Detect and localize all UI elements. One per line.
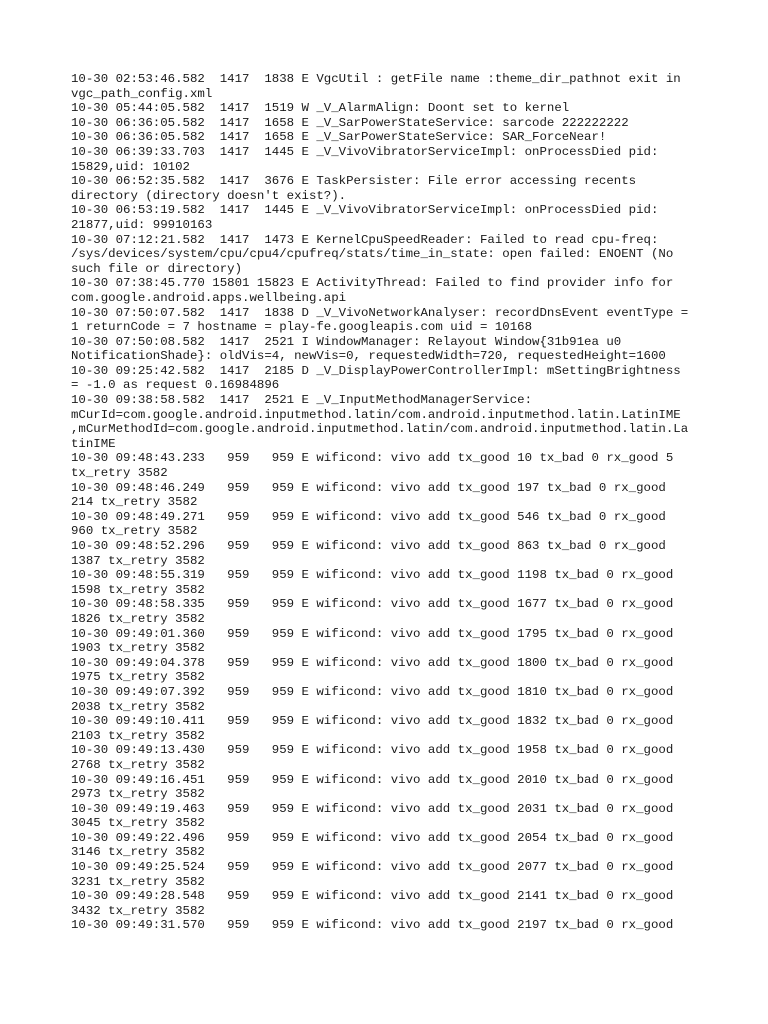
- log-line: 1387 tx_retry 3582: [71, 553, 205, 568]
- log-line: vgc_path_config.xml: [71, 86, 213, 101]
- log-line: 3146 tx_retry 3582: [71, 845, 205, 860]
- log-line: 10-30 06:36:05.582 1417 1658 E _V_SarPowerStateService: SAR_ForceNear!: [71, 130, 607, 145]
- log-line: 10-30 09:49:31.570 959 959 E wificond: vivo add tx_good 2197 tx_bad 0 rx_good: [71, 918, 674, 933]
- log-line: 2973 tx_retry 3582: [71, 787, 205, 802]
- log-line: tinIME: [71, 436, 116, 451]
- log-line: 10-30 09:48:58.335 959 959 E wificond: vivo add tx_good 1677 tx_bad 0 rx_good: [71, 597, 674, 612]
- log-line: 10-30 05:44:05.582 1417 1519 W _V_AlarmAlign: Doont set to kernel: [71, 101, 570, 116]
- log-line: 10-30 09:49:19.463 959 959 E wificond: vivo add tx_good 2031 tx_bad 0 rx_good: [71, 801, 674, 816]
- log-line: ,mCurMethodId=com.google.android.inputmethod.latin/com.android.inputmethod.latin.La: [71, 422, 689, 437]
- log-line: tx_retry 3582: [71, 466, 168, 481]
- log-line: 10-30 06:36:05.582 1417 1658 E _V_SarPowerStateService: sarcode 222222222: [71, 115, 629, 130]
- log-line: 10-30 09:48:55.319 959 959 E wificond: vivo add tx_good 1198 tx_bad 0 rx_good: [71, 568, 674, 583]
- log-line: 214 tx_retry 3582: [71, 495, 198, 510]
- log-line: 2768 tx_retry 3582: [71, 757, 205, 772]
- log-line: 10-30 09:48:49.271 959 959 E wificond: vivo add tx_good 546 tx_bad 0 rx_good: [71, 509, 666, 524]
- log-line: 1598 tx_retry 3582: [71, 582, 205, 597]
- log-line: 10-30 09:49:07.392 959 959 E wificond: vivo add tx_good 1810 tx_bad 0 rx_good: [71, 684, 674, 699]
- log-line: 10-30 07:12:21.582 1417 1473 E KernelCpuSpeedReader: Failed to read cpu-freq:: [71, 232, 659, 247]
- log-line: 10-30 09:38:58.582 1417 2521 E _V_InputMethodManagerService:: [71, 393, 533, 408]
- log-line: com.google.android.apps.wellbeing.api: [71, 290, 347, 305]
- log-line: 2038 tx_retry 3582: [71, 699, 205, 714]
- log-line: 10-30 09:25:42.582 1417 2185 D _V_DisplayPowerControllerImpl: mSettingBrightness: [71, 363, 681, 378]
- log-line: directory (directory doesn't exist?).: [71, 188, 347, 203]
- log-line: 10-30 09:49:01.360 959 959 E wificond: vivo add tx_good 1795 tx_bad 0 rx_good: [71, 626, 674, 641]
- log-line: 10-30 09:48:52.296 959 959 E wificond: vivo add tx_good 863 tx_bad 0 rx_good: [71, 539, 666, 553]
- log-line: 10-30 06:39:33.703 1417 1445 E _V_VivoVibratorServiceImpl: onProcessDied pid:: [71, 144, 659, 159]
- log-line: 10-30 07:50:08.582 1417 2521 I WindowManager: Relayout Window{31b91ea u0: [71, 334, 622, 349]
- log-line: 960 tx_retry 3582: [71, 524, 198, 539]
- log-line: 10-30 09:49:28.548 959 959 E wificond: vivo add tx_good 2141 tx_bad 0 rx_good: [71, 889, 674, 904]
- log-line: 10-30 09:49:04.378 959 959 E wificond: vivo add tx_good 1800 tx_bad 0 rx_good: [71, 655, 674, 670]
- log-line: 10-30 09:49:25.524 959 959 E wificond: vivo add tx_good 2077 tx_bad 0 rx_good: [71, 860, 674, 875]
- log-line: 10-30 07:50:07.582 1417 1838 D _V_VivoNetworkAnalyser: recordDnsEvent eventType =: [71, 305, 689, 320]
- log-line: 10-30 06:53:19.582 1417 1445 E _V_VivoVibratorServiceImpl: onProcessDied pid:: [71, 203, 659, 218]
- log-line: 3231 tx_retry 3582: [71, 874, 205, 889]
- log-line: 1826 tx_retry 3582: [71, 611, 205, 626]
- log-line: 2103 tx_retry 3582: [71, 728, 205, 743]
- log-line: 1 returnCode = 7 hostname = play-fe.googleapis.com uid = 10168: [71, 320, 533, 335]
- log-line: 10-30 09:49:13.430 959 959 E wificond: vivo add tx_good 1958 tx_bad 0 rx_good: [71, 743, 674, 758]
- log-line: 10-30 09:49:10.411 959 959 E wificond: vivo add tx_good 1832 tx_bad 0 rx_good: [71, 714, 674, 729]
- log-line: 10-30 09:48:46.249 959 959 E wificond: vivo add tx_good 197 tx_bad 0 rx_good: [71, 480, 666, 495]
- log-line: = -1.0 as request 0.16984896: [71, 378, 280, 393]
- log-line: 21877,uid: 99910163: [71, 217, 213, 232]
- log-line: 10-30 06:52:35.582 1417 3676 E TaskPersister: File error accessing recents: [71, 174, 637, 189]
- log-line: 1903 tx_retry 3582: [71, 641, 205, 656]
- log-line: 10-30 09:48:43.233 959 959 E wificond: vivo add tx_good 10 tx_bad 0 rx_good 5: [71, 451, 674, 466]
- log-line: 10-30 02:53:46.582 1417 1838 E VgcUtil : getFile name :theme_dir_pathnot exit in: [71, 72, 681, 86]
- log-line: /sys/devices/system/cpu/cpu4/cpufreq/stats/time_in_state: open failed: ENOENT (No: [71, 247, 674, 262]
- log-line: 1975 tx_retry 3582: [71, 670, 205, 685]
- log-line: 10-30 07:38:45.770 15801 15823 E ActivityThread: Failed to find provider info for: [71, 276, 674, 291]
- log-line: 15829,uid: 10102: [71, 159, 190, 174]
- log-line: 10-30 09:49:16.451 959 959 E wificond: vivo add tx_good 2010 tx_bad 0 rx_good: [71, 772, 674, 787]
- log-line: such file or directory): [71, 261, 243, 276]
- log-line: NotificationShade}: oldVis=4, newVis=0, requestedWidth=720, requestedHeight=1600: [71, 349, 666, 364]
- log-line: 3432 tx_retry 3582: [71, 903, 205, 918]
- log-line: 3045 tx_retry 3582: [71, 816, 205, 831]
- log-document: [71, 72, 703, 933]
- log-line: mCurId=com.google.android.inputmethod.latin/com.android.inputmethod.latin.LatinIME: [71, 407, 681, 422]
- log-line: 10-30 09:49:22.496 959 959 E wificond: vivo add tx_good 2054 tx_bad 0 rx_good: [71, 830, 674, 845]
